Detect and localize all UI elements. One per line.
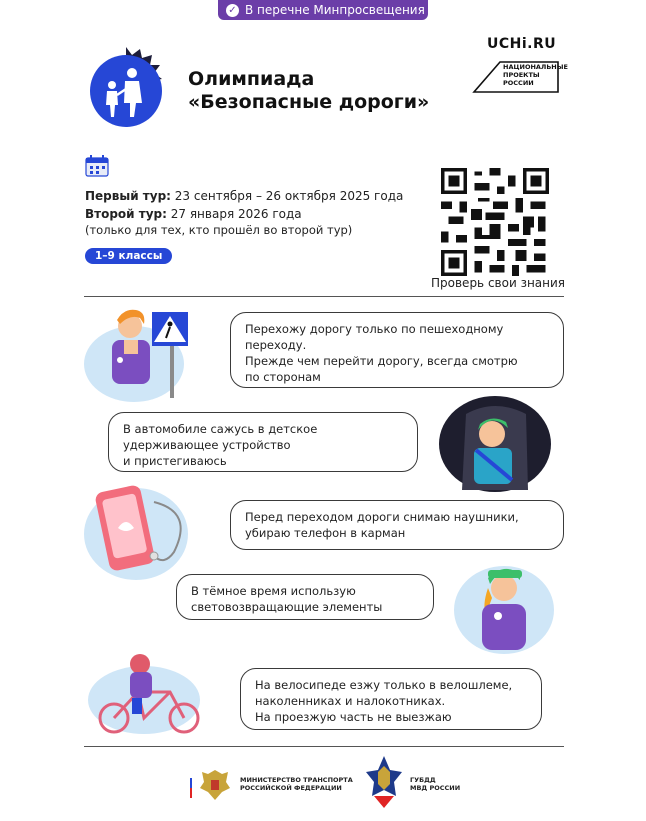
uchi-logo: UCHi.RU <box>487 36 557 52</box>
tour-1: Первый тур: 23 сентября – 26 октября 2025 года <box>85 189 404 203</box>
boy-crosswalk-illustration <box>84 302 202 402</box>
girl-reflective-illustration <box>452 554 556 658</box>
rule-bubble-3: Перед переходом дороги снимаю наушники, убираю телефон в карман <box>230 500 564 550</box>
phone-headphones-illustration <box>84 482 202 582</box>
olympiad-logo-icon <box>84 45 168 129</box>
page-title: Олимпиада «Безопасные дороги» <box>188 68 430 113</box>
calendar-icon <box>85 155 109 177</box>
qr-caption: Проверь свои знания <box>431 276 566 290</box>
check-icon: ✓ <box>226 4 239 17</box>
child-car-seat-illustration <box>436 394 554 494</box>
rule-bubble-2: В автомобиле сажусь в детское удерживающее устройство и пристегиваюсь <box>108 412 418 472</box>
divider <box>84 296 564 297</box>
rule-bubble-4: В тёмное время использую световозвращающие элементы <box>176 574 434 620</box>
coat-of-arms-icon <box>198 766 232 802</box>
grades-badge: 1–9 классы <box>85 248 172 264</box>
ministry-label: МИНИСТЕРСТВО ТРАНСПОРТА РОССИЙСКОЙ ФЕДЕРАЦИИ <box>240 776 353 792</box>
footer-divider <box>84 746 564 747</box>
russian-flag <box>190 768 192 798</box>
badge-label: В перечне Минпросвещения <box>245 3 425 17</box>
gibdd-emblem-icon <box>364 754 404 810</box>
tour-2-note: (только для тех, кто прошёл во второй тур) <box>85 223 353 237</box>
qr-code[interactable] <box>438 168 552 276</box>
national-projects-label: НАЦИОНАЛЬНЫЕ ПРОЕКТЫ РОССИИ <box>503 63 568 87</box>
rule-bubble-5: На велосипеде езжу только в велошлеме, наколенниках и налокотниках. На проезжую часть не выезжаю <box>240 668 542 730</box>
rule-bubble-1: Перехожу дорогу только по пешеходному переходу. Прежде чем перейти дорогу, всегда смотрю по сторонам <box>230 312 564 388</box>
bicycle-rider-illustration <box>84 652 216 736</box>
ministry-list-badge <box>218 0 428 20</box>
tour-2: Второй тур: 27 января 2026 года <box>85 207 302 221</box>
gibdd-label: ГУБДД МВД РОССИИ <box>410 776 461 792</box>
